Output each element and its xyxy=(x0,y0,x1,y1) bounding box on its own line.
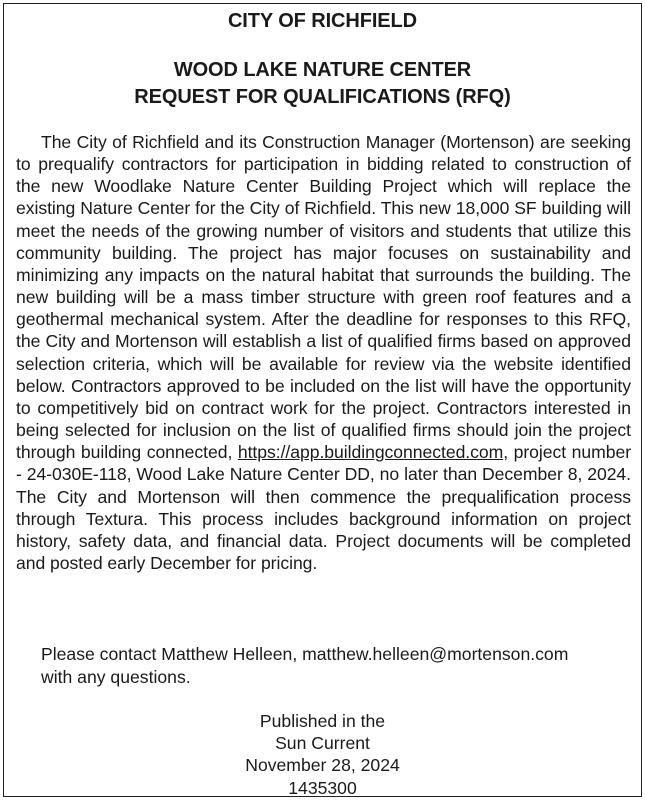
title-line-2: REQUEST FOR QUALIFICATIONS (RFQ) xyxy=(134,86,511,108)
publication-id: 1435300 xyxy=(288,777,357,798)
contact-line-2: with any questions. xyxy=(41,666,191,687)
title-line-1: WOOD LAKE NATURE CENTER xyxy=(173,59,472,81)
body-text-part-2: , project number - 24-030E-118, Wood Lake Nature Center DD, no later than December 8, 2024. The City and Mortenson will then commence the prequalification process through Textura. This process includes background information on project history, safety data, and financial data. Project documents will be completed and posted early December for pricing. xyxy=(16,442,632,573)
publication-date: November 28, 2024 xyxy=(245,755,400,776)
contact-line-1: Please contact Matthew Helleen, matthew.helleen@mortenson.com xyxy=(41,644,569,664)
contact-info xyxy=(41,643,631,688)
legal-notice xyxy=(3,3,642,797)
notice-title xyxy=(4,57,641,111)
body-text-part-1: The City of Richfield and its Construction Manager (Mortenson) are seeking to prequalify contractors for participation in bidding related to construction of the new Woodlake Nature Center Building Project which will replace the existing Nature Center for the City of Richfield. This new 18,000 SF building will meet the needs of the growing number of visitors and students that utilize this community building. The project has major focuses on sustainability and minimizing any impacts on the natural habitat that surrounds the building. The new building will be a mass timber structure with green roof features and a geothermal mechanical system. After the deadline for responses to this RFQ, the City and Mortenson will establish a list of qualified firms based on approved selection criteria, which will be available for review via the website identified below. Contractors approved to be included on the list will have the opportunity to competitively bid on contract work for the project. Contractors interested in being selected for inclusion on the list of qualified firms should join the project through building connected, xyxy=(16,132,631,463)
city-heading: CITY OF RICHFIELD xyxy=(227,10,418,32)
buildingconnected-link[interactable]: https://app.buildingconnected.com xyxy=(237,442,504,463)
published-in-label: Published in the xyxy=(259,711,386,731)
publication-info xyxy=(4,710,641,799)
notice-body xyxy=(16,131,631,574)
publication-name: Sun Current xyxy=(275,733,370,754)
